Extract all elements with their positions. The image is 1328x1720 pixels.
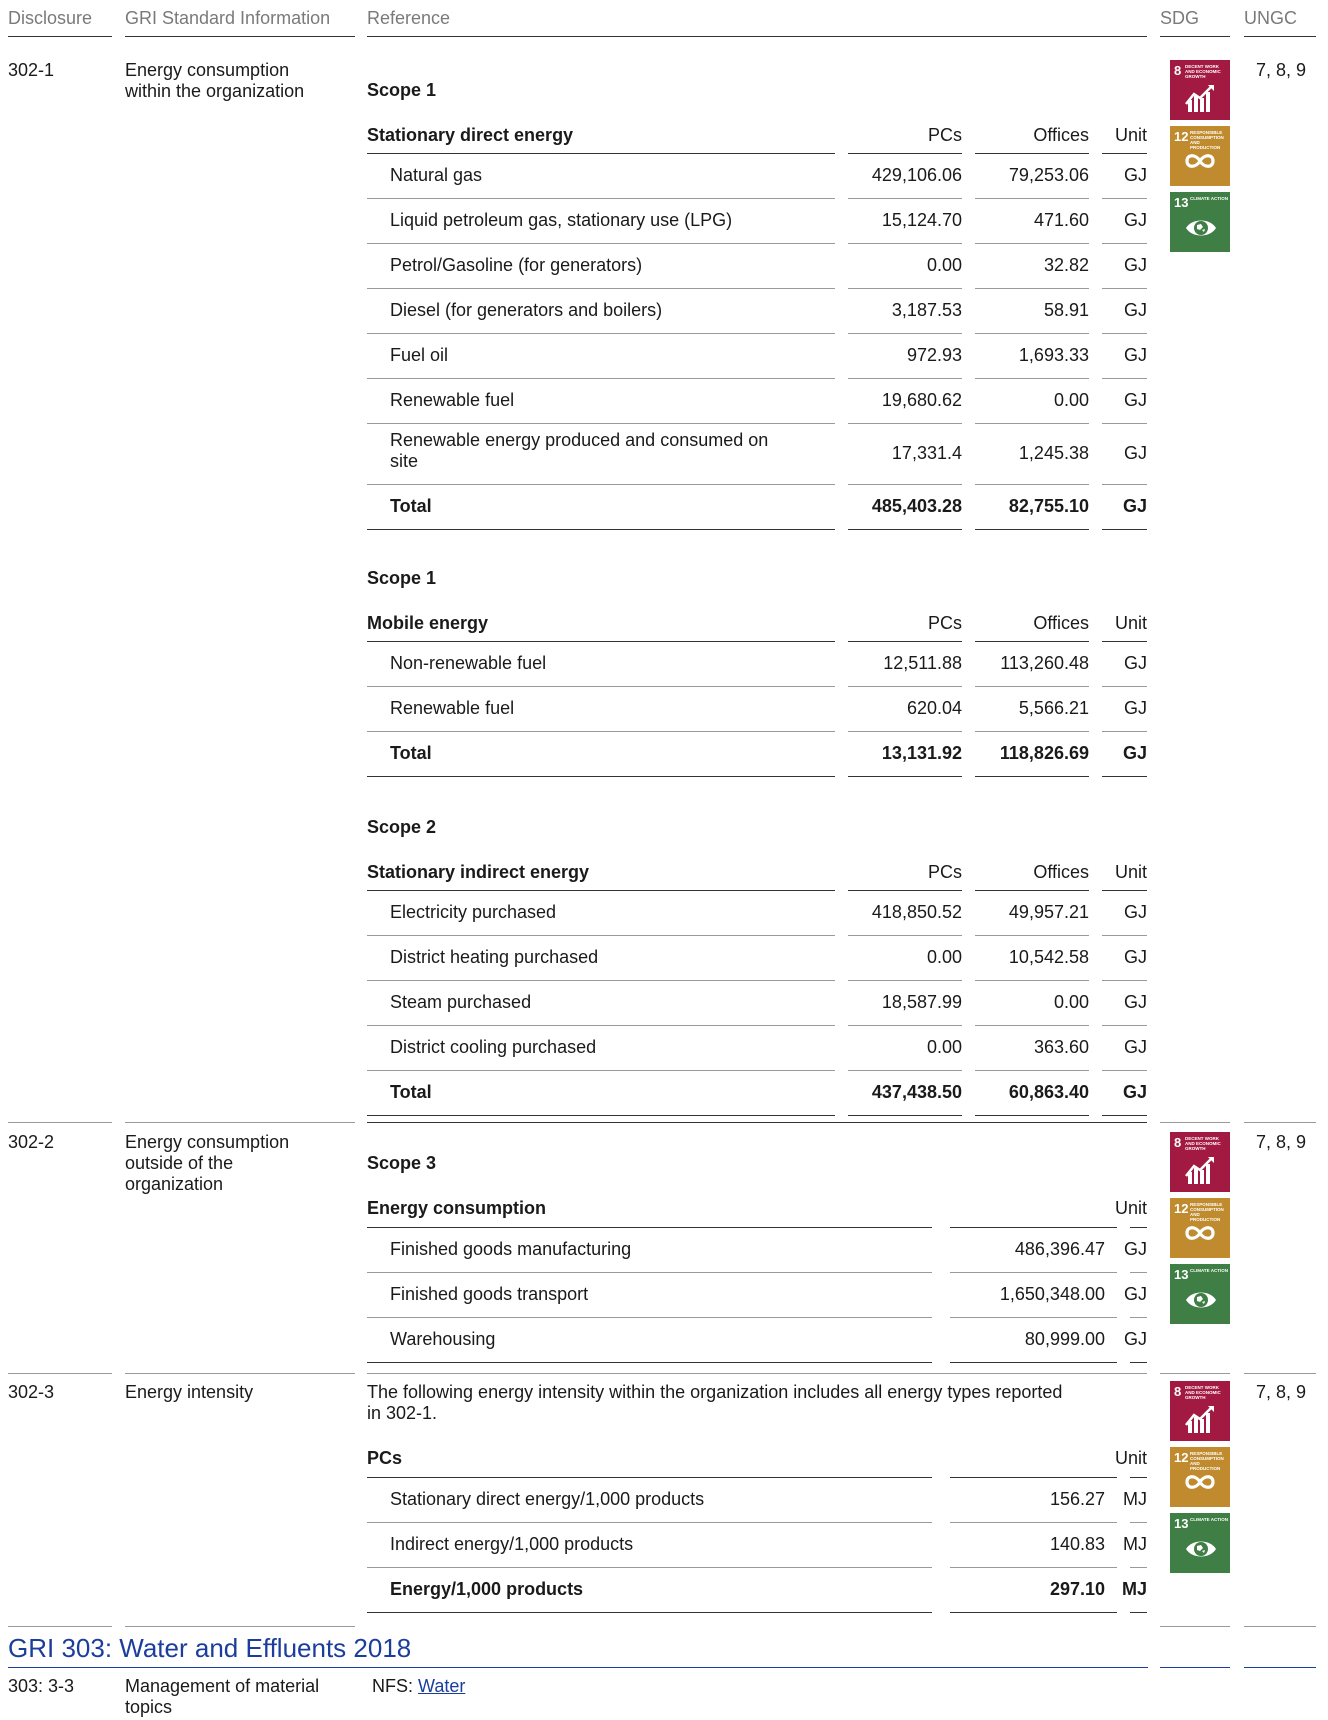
table-divider bbox=[950, 1272, 1117, 1273]
table-divider bbox=[975, 484, 1089, 485]
table-divider bbox=[975, 529, 1089, 530]
row-label: Renewable fuel bbox=[390, 698, 515, 718]
value-offices: 1,693.33 bbox=[1018, 345, 1089, 365]
divider bbox=[8, 1122, 112, 1123]
table-divider bbox=[848, 731, 962, 732]
sdg-label: CLIMATE ACTION bbox=[1190, 196, 1228, 201]
total-label: Total bbox=[390, 743, 432, 763]
table-divider bbox=[367, 1477, 932, 1478]
section-divider bbox=[1160, 1667, 1230, 1668]
sdg-8-badge bbox=[1170, 1132, 1230, 1192]
row-label: Finished goods manufacturing bbox=[390, 1239, 632, 1259]
sdg-label: DECENT WORK AND ECONOMIC GROWTH bbox=[1185, 64, 1221, 79]
table-heading: Stationary indirect energy bbox=[367, 862, 590, 882]
table-divider bbox=[1102, 333, 1147, 334]
table-divider bbox=[1102, 288, 1147, 289]
total-unit: MJ bbox=[1121, 1579, 1147, 1599]
table-divider bbox=[848, 198, 962, 199]
intensity-intro-line: The following energy intensity within the organization includes all energy types reported bbox=[367, 1382, 1063, 1402]
value-pcs: 620.04 bbox=[906, 698, 962, 718]
value-unit: GJ bbox=[1123, 255, 1147, 275]
value-offices: 79,253.06 bbox=[1008, 165, 1089, 185]
value-unit: GJ bbox=[1123, 1037, 1147, 1057]
table-divider bbox=[1130, 1567, 1147, 1568]
sdg-13-badge bbox=[1170, 192, 1230, 252]
disclosure-code: 302-2 bbox=[8, 1132, 55, 1152]
table-divider bbox=[367, 1362, 932, 1363]
value-pcs: 0.00 bbox=[926, 255, 962, 275]
sdg-label: CLIMATE ACTION bbox=[1190, 1517, 1228, 1522]
value-unit: GJ bbox=[1123, 390, 1147, 410]
table-divider bbox=[1102, 890, 1147, 891]
value-pcs: 15,124.70 bbox=[881, 210, 962, 230]
sdg-number: 12 bbox=[1174, 1201, 1189, 1216]
table-divider bbox=[367, 935, 835, 936]
row-label: Fuel oil bbox=[390, 345, 449, 365]
table-divider bbox=[848, 935, 962, 936]
value-offices: 1,245.38 bbox=[1018, 443, 1089, 463]
value-offices: 49,957.21 bbox=[1008, 902, 1089, 922]
table-divider bbox=[1102, 243, 1147, 244]
table-divider bbox=[1102, 1025, 1147, 1026]
sdg-13-badge bbox=[1170, 1513, 1230, 1573]
sdg-number: 13 bbox=[1174, 1267, 1189, 1282]
column-header-unit: Unit bbox=[1114, 1448, 1147, 1468]
total-pcs: 485,403.28 bbox=[871, 496, 962, 516]
total-value: 297.10 bbox=[1049, 1579, 1105, 1599]
value-unit: GJ bbox=[1123, 902, 1147, 922]
row-label: District cooling purchased bbox=[390, 1037, 597, 1057]
row-label: Petrol/Gasoline (for generators) bbox=[390, 255, 643, 275]
scope-label: Scope 3 bbox=[367, 1153, 437, 1173]
column-header-unit: Unit bbox=[1114, 613, 1147, 633]
table-divider bbox=[975, 1115, 1089, 1116]
table-divider bbox=[1102, 980, 1147, 981]
column-header-unit: Unit bbox=[1114, 862, 1147, 882]
divider bbox=[1244, 1122, 1316, 1123]
table-divider bbox=[367, 980, 835, 981]
table-divider bbox=[950, 1362, 1117, 1363]
reference-nfs bbox=[372, 1676, 465, 1697]
row-value: 140.83 bbox=[1049, 1534, 1105, 1554]
table-divider bbox=[975, 1025, 1089, 1026]
disclosure-code: 302-1 bbox=[8, 60, 55, 80]
row-label-line: Renewable energy produced and consumed on bbox=[390, 430, 769, 450]
table-divider bbox=[1102, 1070, 1147, 1071]
value-pcs: 18,587.99 bbox=[881, 992, 962, 1012]
sdg-13-badge bbox=[1170, 1264, 1230, 1324]
table-divider bbox=[950, 1522, 1117, 1523]
table-divider bbox=[975, 198, 1089, 199]
row-value: 486,396.47 bbox=[1014, 1239, 1105, 1259]
sdg-number: 12 bbox=[1174, 1450, 1189, 1465]
divider bbox=[8, 1373, 112, 1374]
table-divider bbox=[367, 378, 835, 379]
table-divider bbox=[1130, 1362, 1147, 1363]
table-divider bbox=[1102, 423, 1147, 424]
header-gri-info: GRI Standard Information bbox=[125, 8, 331, 28]
table-divider bbox=[848, 153, 962, 154]
value-offices: 363.60 bbox=[1033, 1037, 1089, 1057]
value-offices: 58.91 bbox=[1043, 300, 1089, 320]
value-offices: 5,566.21 bbox=[1018, 698, 1089, 718]
table-divider bbox=[1102, 198, 1147, 199]
sdg-number: 8 bbox=[1174, 63, 1182, 78]
table-divider bbox=[975, 731, 1089, 732]
value-offices: 0.00 bbox=[1053, 390, 1089, 410]
row-unit: MJ bbox=[1123, 1534, 1147, 1554]
table-divider bbox=[367, 1567, 932, 1568]
row-unit: MJ bbox=[1123, 1489, 1147, 1509]
total-pcs: 437,438.50 bbox=[871, 1082, 962, 1102]
table-divider bbox=[975, 641, 1089, 642]
table-divider bbox=[367, 1115, 835, 1116]
ungc-principles: 7, 8, 9 bbox=[1256, 60, 1307, 80]
sdg-12-badge bbox=[1170, 1198, 1230, 1258]
table-divider bbox=[1102, 153, 1147, 154]
header-reference: Reference bbox=[367, 8, 451, 28]
table-divider bbox=[367, 243, 835, 244]
water-link[interactable]: Water bbox=[418, 1676, 466, 1696]
table-divider bbox=[848, 1115, 962, 1116]
disclosure-title-line: Management of material bbox=[125, 1676, 320, 1696]
row-label: Indirect energy/1,000 products bbox=[390, 1534, 634, 1554]
table-divider bbox=[367, 641, 835, 642]
table-divider bbox=[848, 1070, 962, 1071]
value-pcs: 418,850.52 bbox=[871, 902, 962, 922]
value-unit: GJ bbox=[1123, 443, 1147, 463]
disclosure-title-line: Energy consumption bbox=[125, 1132, 290, 1152]
table-divider bbox=[1130, 1227, 1147, 1228]
column-header-pcs: PCs bbox=[927, 125, 962, 145]
table-divider bbox=[367, 529, 835, 530]
sdg-number: 8 bbox=[1174, 1384, 1182, 1399]
sdg-label: RESPONSIBLE CONSUMPTION AND PRODUCTION bbox=[1190, 1451, 1224, 1471]
value-unit: GJ bbox=[1123, 210, 1147, 230]
table-divider bbox=[367, 1122, 1147, 1123]
table-divider bbox=[367, 333, 835, 334]
divider bbox=[1160, 1373, 1230, 1374]
table-divider bbox=[367, 423, 835, 424]
sdg-number: 13 bbox=[1174, 195, 1189, 210]
table-divider bbox=[367, 890, 835, 891]
table-heading: Stationary direct energy bbox=[367, 125, 574, 145]
ungc-principles: 7, 8, 9 bbox=[1256, 1382, 1307, 1402]
divider bbox=[125, 36, 355, 37]
value-pcs: 429,106.06 bbox=[871, 165, 962, 185]
disclosure-title-line: Energy intensity bbox=[125, 1382, 254, 1402]
table-divider bbox=[367, 1025, 835, 1026]
table-divider bbox=[950, 1612, 1117, 1613]
row-label: Finished goods transport bbox=[390, 1284, 589, 1304]
divider bbox=[367, 1373, 1147, 1374]
table-divider bbox=[1130, 1317, 1147, 1318]
row-label: Diesel (for generators and boilers) bbox=[390, 300, 663, 320]
table-divider bbox=[975, 890, 1089, 891]
table-divider bbox=[950, 1227, 1117, 1228]
value-offices: 471.60 bbox=[1033, 210, 1089, 230]
table-divider bbox=[975, 935, 1089, 936]
table-heading: Mobile energy bbox=[367, 613, 489, 633]
value-unit: GJ bbox=[1123, 300, 1147, 320]
value-offices: 0.00 bbox=[1053, 992, 1089, 1012]
section-heading-gri-303: GRI 303: Water and Effluents 2018 bbox=[8, 1633, 412, 1663]
sdg-label: DECENT WORK AND ECONOMIC GROWTH bbox=[1185, 1385, 1221, 1400]
table-divider bbox=[367, 198, 835, 199]
divider bbox=[1244, 1373, 1316, 1374]
column-header-pcs: PCs bbox=[927, 613, 962, 633]
disclosure-title-line: organization bbox=[125, 1174, 224, 1194]
value-unit: GJ bbox=[1123, 698, 1147, 718]
table-divider bbox=[367, 484, 835, 485]
row-value: 156.27 bbox=[1049, 1489, 1105, 1509]
divider bbox=[1244, 36, 1316, 37]
row-label: District heating purchased bbox=[390, 947, 599, 967]
total-unit: GJ bbox=[1122, 1082, 1147, 1102]
table-divider bbox=[367, 1612, 932, 1613]
table-divider bbox=[367, 1070, 835, 1071]
column-header-pcs: PCs bbox=[927, 862, 962, 882]
column-header-unit: Unit bbox=[1114, 1198, 1147, 1218]
table-heading: Energy consumption bbox=[367, 1198, 547, 1218]
table-divider bbox=[848, 529, 962, 530]
table-divider bbox=[1130, 1612, 1147, 1613]
scope-label: Scope 1 bbox=[367, 568, 437, 588]
total-pcs: 13,131.92 bbox=[881, 743, 962, 763]
row-label: Stationary direct energy/1,000 products bbox=[390, 1489, 705, 1509]
table-divider bbox=[1102, 641, 1147, 642]
row-label: Warehousing bbox=[390, 1329, 496, 1349]
table-divider bbox=[950, 1567, 1117, 1568]
row-unit: GJ bbox=[1123, 1239, 1147, 1259]
table-divider bbox=[1130, 1522, 1147, 1523]
value-unit: GJ bbox=[1123, 345, 1147, 365]
value-unit: GJ bbox=[1123, 992, 1147, 1012]
divider bbox=[1160, 1122, 1230, 1123]
table-divider bbox=[848, 686, 962, 687]
value-pcs: 0.00 bbox=[926, 1037, 962, 1057]
table-divider bbox=[950, 1477, 1117, 1478]
table-divider bbox=[848, 641, 962, 642]
value-offices: 32.82 bbox=[1043, 255, 1089, 275]
table-divider bbox=[1130, 1477, 1147, 1478]
disclosure-title-line: Energy consumption bbox=[125, 60, 290, 80]
sdg-12-badge bbox=[1170, 126, 1230, 186]
table-divider bbox=[975, 686, 1089, 687]
column-header-offices: Offices bbox=[1033, 862, 1089, 882]
divider bbox=[367, 36, 1147, 37]
table-divider bbox=[848, 378, 962, 379]
value-offices: 113,260.48 bbox=[1000, 653, 1089, 673]
section-divider bbox=[1244, 1667, 1316, 1668]
table-divider bbox=[975, 243, 1089, 244]
table-divider bbox=[367, 686, 835, 687]
row-label: Liquid petroleum gas, stationary use (LPG) bbox=[390, 210, 733, 230]
row-unit: GJ bbox=[1123, 1329, 1147, 1349]
row-label: Electricity purchased bbox=[390, 902, 557, 922]
table-divider bbox=[975, 980, 1089, 981]
total-unit: GJ bbox=[1122, 743, 1147, 763]
table-divider bbox=[950, 1317, 1117, 1318]
table-divider bbox=[1102, 529, 1147, 530]
table-divider bbox=[1102, 378, 1147, 379]
table-divider bbox=[975, 153, 1089, 154]
table-divider bbox=[848, 243, 962, 244]
disclosure-code: 302-3 bbox=[8, 1382, 55, 1402]
row-value: 80,999.00 bbox=[1024, 1329, 1105, 1349]
total-offices: 118,826.69 bbox=[999, 743, 1089, 763]
value-offices: 10,542.58 bbox=[1008, 947, 1089, 967]
sdg-12-badge bbox=[1170, 1447, 1230, 1507]
row-unit: GJ bbox=[1123, 1284, 1147, 1304]
table-divider bbox=[848, 288, 962, 289]
table-divider bbox=[367, 1272, 932, 1273]
sdg-label: RESPONSIBLE CONSUMPTION AND PRODUCTION bbox=[1190, 130, 1224, 150]
table-divider bbox=[367, 1227, 932, 1228]
table-divider bbox=[848, 484, 962, 485]
total-unit: GJ bbox=[1122, 496, 1147, 516]
table-divider bbox=[1102, 731, 1147, 732]
table-divider bbox=[848, 776, 962, 777]
ungc-principles: 7, 8, 9 bbox=[1256, 1132, 1307, 1152]
table-divider bbox=[367, 153, 835, 154]
row-label-line: site bbox=[390, 451, 419, 471]
value-pcs: 12,511.88 bbox=[883, 653, 962, 673]
sdg-number: 12 bbox=[1174, 129, 1189, 144]
table-divider bbox=[1102, 935, 1147, 936]
total-label: Total bbox=[390, 496, 432, 516]
header-ungc: UNGC bbox=[1244, 8, 1297, 28]
table-divider bbox=[848, 423, 962, 424]
divider bbox=[8, 36, 112, 37]
total-label: Energy/1,000 products bbox=[390, 1579, 584, 1599]
value-pcs: 17,331.4 bbox=[891, 443, 962, 463]
disclosure-title-line: outside of the bbox=[125, 1153, 234, 1173]
row-value: 1,650,348.00 bbox=[999, 1284, 1105, 1304]
disclosure-title-line: topics bbox=[125, 1697, 173, 1717]
table-divider bbox=[1102, 484, 1147, 485]
table-divider bbox=[1102, 776, 1147, 777]
column-header-offices: Offices bbox=[1033, 125, 1089, 145]
table-divider bbox=[367, 731, 835, 732]
table-divider bbox=[975, 1070, 1089, 1071]
column-header-unit: Unit bbox=[1114, 125, 1147, 145]
scope-label: Scope 1 bbox=[367, 80, 437, 100]
sdg-label: CLIMATE ACTION bbox=[1190, 1268, 1228, 1273]
section-divider bbox=[8, 1667, 1148, 1668]
table-divider bbox=[975, 776, 1089, 777]
divider bbox=[1160, 36, 1230, 37]
total-label: Total bbox=[390, 1082, 432, 1102]
table-divider bbox=[848, 890, 962, 891]
divider bbox=[125, 1122, 355, 1123]
value-unit: GJ bbox=[1123, 947, 1147, 967]
divider bbox=[1244, 1626, 1316, 1627]
table-divider bbox=[367, 1317, 932, 1318]
table-divider bbox=[848, 333, 962, 334]
row-label: Natural gas bbox=[390, 165, 483, 185]
scope-label: Scope 2 bbox=[367, 817, 437, 837]
divider bbox=[1160, 1626, 1230, 1627]
row-label: Steam purchased bbox=[390, 992, 532, 1012]
disclosure-title-line: within the organization bbox=[125, 81, 305, 101]
table-divider bbox=[848, 980, 962, 981]
sdg-8-badge bbox=[1170, 1381, 1230, 1441]
table-divider bbox=[1102, 686, 1147, 687]
column-header-offices: Offices bbox=[1033, 613, 1089, 633]
divider bbox=[125, 1626, 355, 1627]
value-pcs: 3,187.53 bbox=[891, 300, 962, 320]
divider bbox=[125, 1373, 355, 1374]
table-divider bbox=[848, 1025, 962, 1026]
divider bbox=[8, 1626, 112, 1627]
table-divider bbox=[367, 288, 835, 289]
value-unit: GJ bbox=[1123, 165, 1147, 185]
table-divider bbox=[1130, 1272, 1147, 1273]
sdg-number: 13 bbox=[1174, 1516, 1189, 1531]
total-offices: 60,863.40 bbox=[1008, 1082, 1089, 1102]
table-divider bbox=[367, 1522, 932, 1523]
table-divider bbox=[975, 378, 1089, 379]
header-disclosure: Disclosure bbox=[8, 8, 93, 28]
value-unit: GJ bbox=[1123, 653, 1147, 673]
header-sdg: SDG bbox=[1160, 8, 1200, 28]
row-label: Renewable fuel bbox=[390, 390, 515, 410]
value-pcs: 19,680.62 bbox=[881, 390, 962, 410]
table-divider bbox=[975, 333, 1089, 334]
sdg-label: DECENT WORK AND ECONOMIC GROWTH bbox=[1185, 1136, 1221, 1151]
table-divider bbox=[1102, 1115, 1147, 1116]
table-heading: PCs bbox=[367, 1448, 403, 1468]
table-divider bbox=[975, 423, 1089, 424]
table-divider bbox=[367, 776, 835, 777]
value-pcs: 972.93 bbox=[906, 345, 962, 365]
reference-prefix: NFS: bbox=[372, 1676, 419, 1696]
intensity-intro-line: in 302-1. bbox=[367, 1403, 438, 1423]
disclosure-code: 303: 3-3 bbox=[8, 1676, 75, 1696]
value-pcs: 0.00 bbox=[926, 947, 962, 967]
row-label: Non-renewable fuel bbox=[390, 653, 547, 673]
total-offices: 82,755.10 bbox=[1008, 496, 1089, 516]
sdg-number: 8 bbox=[1174, 1135, 1182, 1150]
sdg-label: RESPONSIBLE CONSUMPTION AND PRODUCTION bbox=[1190, 1202, 1224, 1222]
table-divider bbox=[975, 288, 1089, 289]
sdg-8-badge bbox=[1170, 60, 1230, 120]
